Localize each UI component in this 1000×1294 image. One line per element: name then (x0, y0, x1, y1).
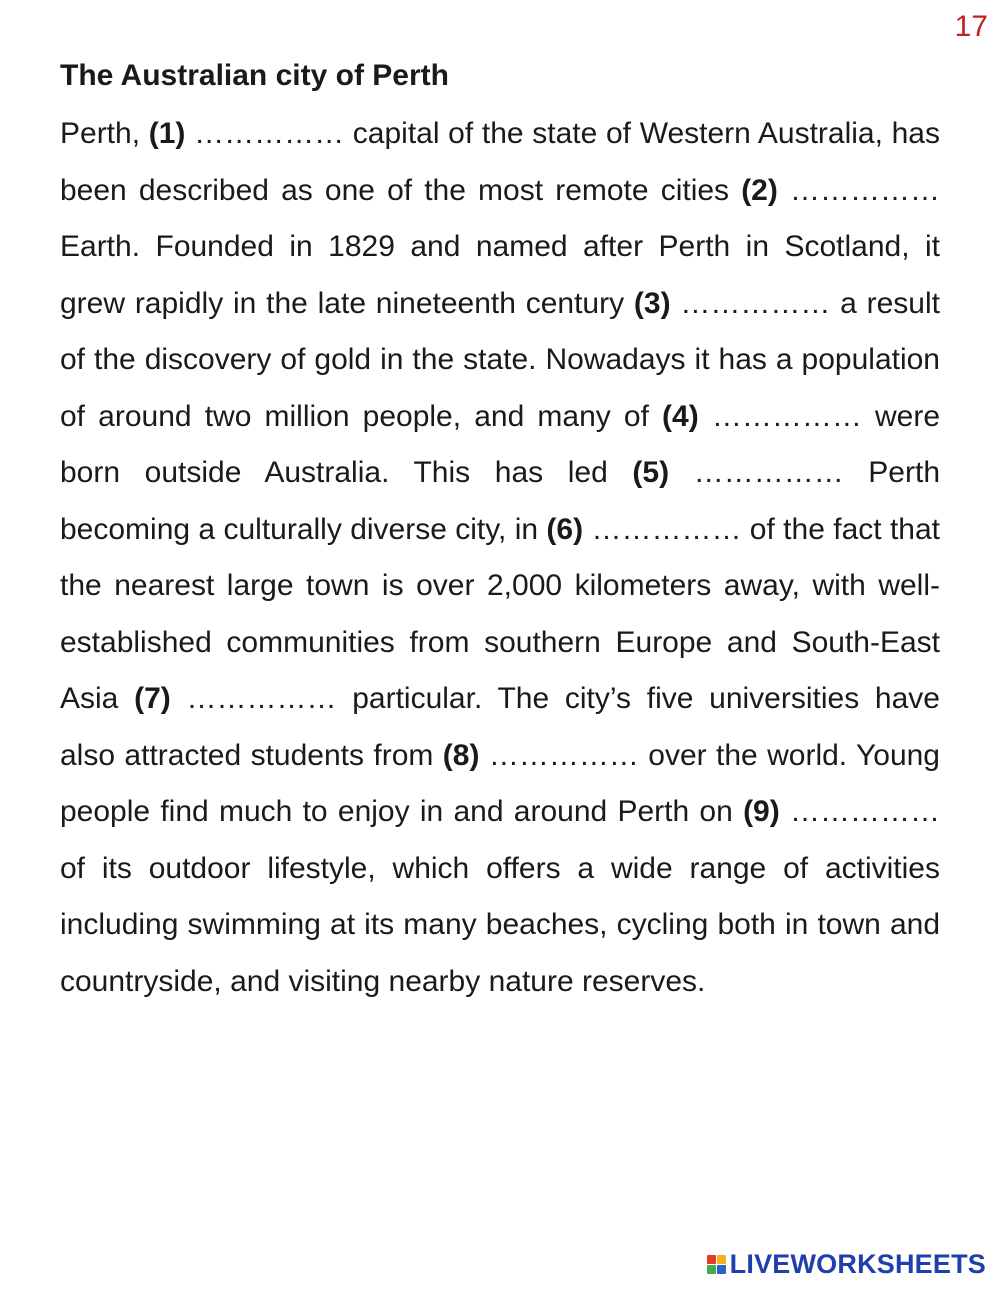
gap-number-7: (7) (134, 682, 171, 715)
passage-segment: over the world. Young people find much to enjoy in and around Perth on (60, 738, 940, 828)
gap-number-3: (3) (633, 286, 671, 320)
passage-segment: of its outdoor lifestyle, which offers a wide range of activities including swimming at its many beaches, cycling both in town and countryside, and visiting nearby nature reserves. (60, 851, 940, 998)
blank-3[interactable]: …………… (680, 286, 831, 320)
passage-segment: capital of the state of Western Australia, has been described as one of the most remote cities (60, 117, 940, 207)
passage-segment: Perth becoming a culturally diverse city, in (60, 456, 941, 546)
liveworksheets-logo (707, 1251, 986, 1278)
blank-5[interactable]: …………… (693, 456, 844, 489)
passage-segment: were born outside Australia. This has led (60, 399, 941, 489)
passage-title: The Australian city of Perth (60, 59, 449, 92)
logo-square-red (707, 1255, 716, 1264)
passage-segment: Earth. Founded in 1829 and named after Perth in Scotland, it grew rapidly in the late nineteenth century (60, 230, 940, 320)
blank-6[interactable]: …………… (591, 512, 742, 546)
blank-7[interactable]: …………… (186, 682, 337, 715)
logo-square-blue (717, 1265, 726, 1274)
passage-segment: particular. The city’s five universities have also attracted students from (60, 682, 940, 772)
passage-segment: of the fact that the nearest large town is over 2,000 kilometers away, with well-established communities from southern Europe and South-East Asia (60, 512, 940, 715)
liveworksheets-logo-icon (707, 1255, 726, 1274)
page-number: 17 (954, 10, 988, 43)
blank-9[interactable]: …………… (790, 795, 940, 828)
blank-4[interactable]: …………… (711, 399, 862, 433)
gap-number-1: (1) (148, 117, 186, 150)
gap-number-6: (6) (546, 512, 584, 546)
blank-8[interactable]: …………… (488, 738, 639, 772)
logo-square-yellow (717, 1255, 726, 1264)
gap-number-4: (4) (662, 399, 699, 433)
gap-number-9: (9) (743, 795, 780, 828)
logo-square-green (707, 1265, 716, 1274)
gap-number-8: (8) (442, 738, 480, 772)
passage-text (60, 106, 940, 1010)
logo-text: LIVEWORKSHEETS (729, 1249, 986, 1279)
blank-2[interactable]: …………… (790, 173, 940, 207)
gap-number-5: (5) (632, 456, 670, 489)
passage-segment: a result of the discovery of gold in the state. Nowadays it has a population of around two million people, and many of (60, 286, 940, 433)
gap-number-2: (2) (741, 173, 778, 207)
blank-1[interactable]: …………… (194, 117, 345, 150)
passage-segment: Perth, (60, 117, 149, 150)
